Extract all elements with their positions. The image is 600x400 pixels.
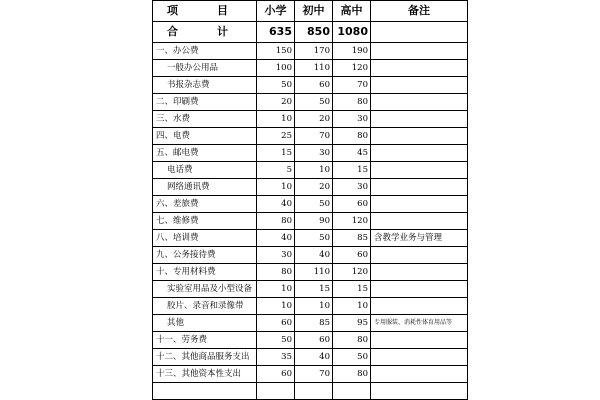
table-row (153, 247, 468, 264)
cell-senior: 30 (333, 179, 371, 196)
cell-note (371, 60, 468, 77)
cell-note (371, 366, 468, 383)
cell-senior (333, 383, 371, 400)
row-label: 三、水费 (153, 111, 257, 128)
cell-note (371, 196, 468, 213)
cell-senior: 45 (333, 145, 371, 162)
row-label: 其他 (153, 315, 257, 332)
cell-note (371, 145, 468, 162)
cell-primary: 10 (257, 298, 295, 315)
row-label: 六、差旅费 (153, 196, 257, 213)
row-label: 五、邮电费 (153, 145, 257, 162)
cell-junior (295, 383, 333, 400)
cell-junior: 40 (295, 349, 333, 366)
cell-senior: 85 (333, 230, 371, 247)
cell-junior: 85 (295, 315, 333, 332)
cell-primary: 10 (257, 281, 295, 298)
row-label: 四、电费 (153, 128, 257, 145)
cell-primary: 50 (257, 77, 295, 94)
row-label: 网络通讯费 (153, 179, 257, 196)
cell-primary (257, 383, 295, 400)
cell-primary: 80 (257, 213, 295, 230)
cell-note (371, 247, 468, 264)
cell-senior: 15 (333, 162, 371, 179)
cell-senior: 60 (333, 247, 371, 264)
cell-senior: 80 (333, 332, 371, 349)
row-label: 八、培训费 (153, 230, 257, 247)
cell-note (371, 162, 468, 179)
row-label: 书报杂志费 (153, 77, 257, 94)
header-item: 项 目 (153, 1, 257, 22)
cell-primary: 20 (257, 94, 295, 111)
table-row (153, 213, 468, 230)
cell-note (371, 264, 468, 281)
cell-junior: 10 (295, 162, 333, 179)
cell-senior: 80 (333, 128, 371, 145)
cell-senior: 30 (333, 111, 371, 128)
cell-primary: 100 (257, 60, 295, 77)
expense-table (152, 0, 468, 400)
cell-primary: 35 (257, 349, 295, 366)
header-junior: 初中 (295, 1, 333, 22)
cell-primary: 60 (257, 315, 295, 332)
header-row (153, 1, 468, 22)
cell-junior: 40 (295, 247, 333, 264)
table-row (153, 332, 468, 349)
row-label: 七、维修费 (153, 213, 257, 230)
table-row (153, 145, 468, 162)
cell-junior: 50 (295, 94, 333, 111)
cell-primary: 50 (257, 332, 295, 349)
cell-junior: 30 (295, 145, 333, 162)
cell-primary: 15 (257, 145, 295, 162)
total-label: 合 计 (153, 22, 257, 43)
cell-note (371, 179, 468, 196)
cell-primary: 10 (257, 179, 295, 196)
total-primary: 635 (257, 22, 295, 43)
total-senior: 1080 (333, 22, 371, 43)
cell-senior: 70 (333, 77, 371, 94)
cell-primary: 30 (257, 247, 295, 264)
cell-note (371, 111, 468, 128)
cell-junior: 110 (295, 60, 333, 77)
row-label: 二、印刷费 (153, 94, 257, 111)
cell-junior: 110 (295, 264, 333, 281)
row-label: 胶片、录音和录像带 (153, 298, 257, 315)
cell-note (371, 332, 468, 349)
row-label: 九、公务接待费 (153, 247, 257, 264)
cell-junior: 60 (295, 332, 333, 349)
cell-note (371, 383, 468, 400)
cell-junior: 70 (295, 366, 333, 383)
table-row (153, 179, 468, 196)
table-row (153, 60, 468, 77)
row-label (153, 383, 257, 400)
table-row (153, 196, 468, 213)
table-row (153, 315, 468, 332)
cell-senior: 50 (333, 349, 371, 366)
cell-senior: 120 (333, 60, 371, 77)
total-row (153, 22, 468, 43)
row-label: 实验室用品及小型设备 (153, 281, 257, 298)
total-junior: 850 (295, 22, 333, 43)
cell-junior: 10 (295, 298, 333, 315)
cell-note (371, 94, 468, 111)
table-row (153, 281, 468, 298)
table-row (153, 77, 468, 94)
cell-note (371, 281, 468, 298)
row-label: 十三、其他资本性支出 (153, 366, 257, 383)
table-row (153, 128, 468, 145)
cell-senior: 80 (333, 94, 371, 111)
cell-note (371, 128, 468, 145)
cell-junior: 90 (295, 213, 333, 230)
cell-junior: 50 (295, 196, 333, 213)
row-label: 十一、劳务费 (153, 332, 257, 349)
table-row (153, 349, 468, 366)
cell-primary: 5 (257, 162, 295, 179)
cell-senior: 190 (333, 43, 371, 60)
cell-senior: 15 (333, 281, 371, 298)
table-row (153, 383, 468, 400)
header-note: 备注 (371, 1, 468, 22)
table-row (153, 264, 468, 281)
table-row (153, 298, 468, 315)
row-label: 一、办公费 (153, 43, 257, 60)
cell-note (371, 298, 468, 315)
row-label: 电话费 (153, 162, 257, 179)
cell-senior: 80 (333, 366, 371, 383)
cell-junior: 20 (295, 111, 333, 128)
cell-senior: 120 (333, 264, 371, 281)
cell-junior: 60 (295, 77, 333, 94)
table-row (153, 43, 468, 60)
cell-junior: 70 (295, 128, 333, 145)
row-label: 十、专用材料费 (153, 264, 257, 281)
cell-senior: 10 (333, 298, 371, 315)
cell-primary: 40 (257, 196, 295, 213)
cell-note (371, 349, 468, 366)
expense-table-body (153, 1, 468, 400)
row-label: 一般办公用品 (153, 60, 257, 77)
cell-note: 含教学业务与管理 (371, 230, 468, 247)
cell-senior: 60 (333, 196, 371, 213)
header-senior: 高中 (333, 1, 371, 22)
table-row (153, 366, 468, 383)
cell-primary: 25 (257, 128, 295, 145)
table-row (153, 94, 468, 111)
cell-junior: 20 (295, 179, 333, 196)
cell-note: 专用服装、消耗性体育用品等 (371, 315, 468, 332)
cell-primary: 10 (257, 111, 295, 128)
cell-primary: 150 (257, 43, 295, 60)
cell-note (371, 213, 468, 230)
total-note (371, 22, 468, 43)
cell-primary: 80 (257, 264, 295, 281)
cell-senior: 120 (333, 213, 371, 230)
cell-senior: 95 (333, 315, 371, 332)
cell-primary: 40 (257, 230, 295, 247)
cell-junior: 15 (295, 281, 333, 298)
table-row (153, 162, 468, 179)
table-row (153, 230, 468, 247)
cell-primary: 60 (257, 366, 295, 383)
cell-note (371, 43, 468, 60)
table-row (153, 111, 468, 128)
row-label: 十二、其他商品服务支出 (153, 349, 257, 366)
header-primary: 小学 (257, 1, 295, 22)
cell-junior: 50 (295, 230, 333, 247)
cell-junior: 170 (295, 43, 333, 60)
cell-note (371, 77, 468, 94)
